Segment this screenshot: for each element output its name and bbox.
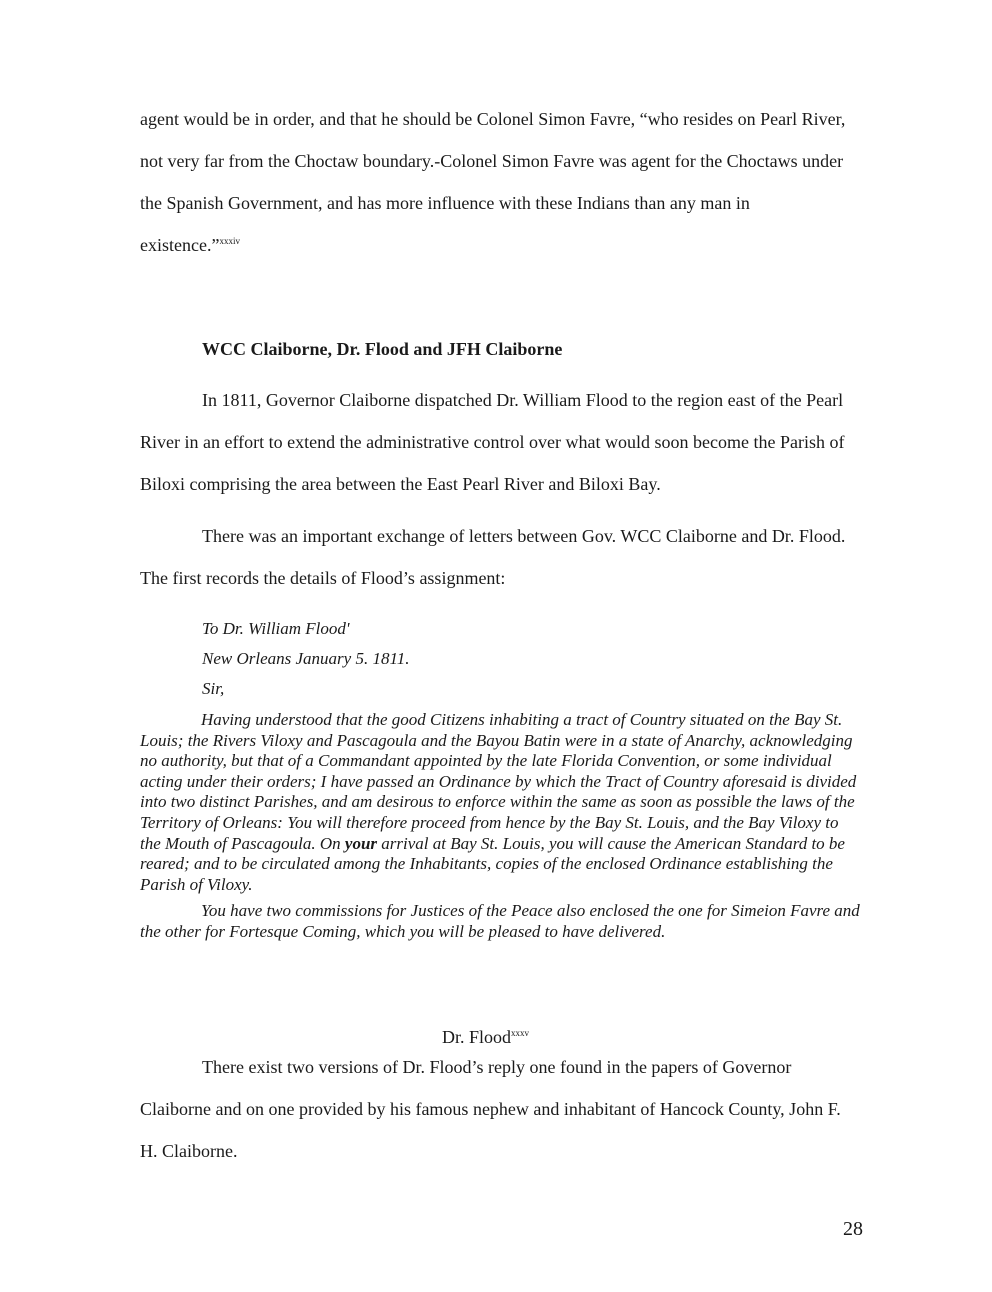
text-line: agent would be in order, and that he should be Colonel Simon Favre, “who resides on Pearl River, (140, 109, 846, 129)
text-fragment: existence.” (140, 235, 220, 255)
text-line (140, 234, 240, 256)
text-line: In 1811, Governor Claiborne dispatched Dr. William Flood to the region east of the Pearl (202, 390, 844, 410)
letter-paragraph: You have two commissions for Justices of the Peace also enclosed the one for Simeion Favre and the other for Fortesque Coming, which you will be pleased to have delivered. (140, 901, 860, 941)
text-line: There exist two versions of Dr. Flood’s reply one found in the papers of Governor (202, 1057, 792, 1077)
letter-addressee: To Dr. William Flood' (202, 619, 350, 638)
text-line: not very far from the Choctaw boundary.-Colonel Simon Favre was agent for the Choctaws under (140, 151, 844, 171)
text-line: The first records the details of Flood’s assignment: (140, 568, 506, 588)
letter-paragraph (140, 710, 860, 895)
letter-text: arrival at Bay St. Louis, you will cause the American Standard to be reared; and to be circulated among the Inhabitants, copies of the enclosed Ordinance establishing the Parish of Viloxy. (140, 833, 845, 894)
text-line: H. Claiborne. (140, 1141, 238, 1161)
endnote-marker: xxxiv (219, 236, 240, 246)
text-line: Claiborne and on one provided by his famous nephew and inhabitant of Hancock County, John F. (140, 1099, 841, 1119)
letter-body (140, 710, 860, 943)
text-line: River in an effort to extend the administrative control over what would soon become the Parish of (140, 432, 845, 452)
letter-signature-citation (442, 1026, 529, 1048)
letter-salutation: Sir, (202, 679, 225, 698)
citation-text: Dr. Flood (442, 1027, 512, 1047)
letter-text: Having understood that the good Citizens inhabiting a tract of Country situated on the Bay St. Louis; the Rivers Viloxy and Pascagoula and the Bayou Batin were in a state of Anarchy, acknowledging no authority, but that of a Commandant appointed by the late Florida Convention, or some individual acting under their orders; I have passed an Ordinance by which the Tract of Country aforesaid is divided into two distinct Parishes, and am desirous to enforce within the same as soon as possible the laws of the Territory of Orleans: You will therefore proceed from hence by the Bay St. Louis, and the Bay Viloxy to the Mouth of Pascagoula. On (140, 710, 857, 853)
text-line: There was an important exchange of letters between Gov. WCC Claiborne and Dr. Flood. (202, 526, 846, 546)
text-line: the Spanish Government, and has more influence with these Indians than any man in (140, 193, 750, 213)
text-line: Biloxi comprising the area between the East Pearl River and Biloxi Bay. (140, 474, 661, 494)
letter-dateline: New Orleans January 5. 1811. (202, 649, 410, 668)
page-number: 28 (843, 1218, 863, 1240)
endnote-marker: xxxv (511, 1028, 530, 1038)
section-heading: WCC Claiborne, Dr. Flood and JFH Claiborne (202, 339, 563, 359)
letter-emphasis: your (344, 833, 378, 853)
